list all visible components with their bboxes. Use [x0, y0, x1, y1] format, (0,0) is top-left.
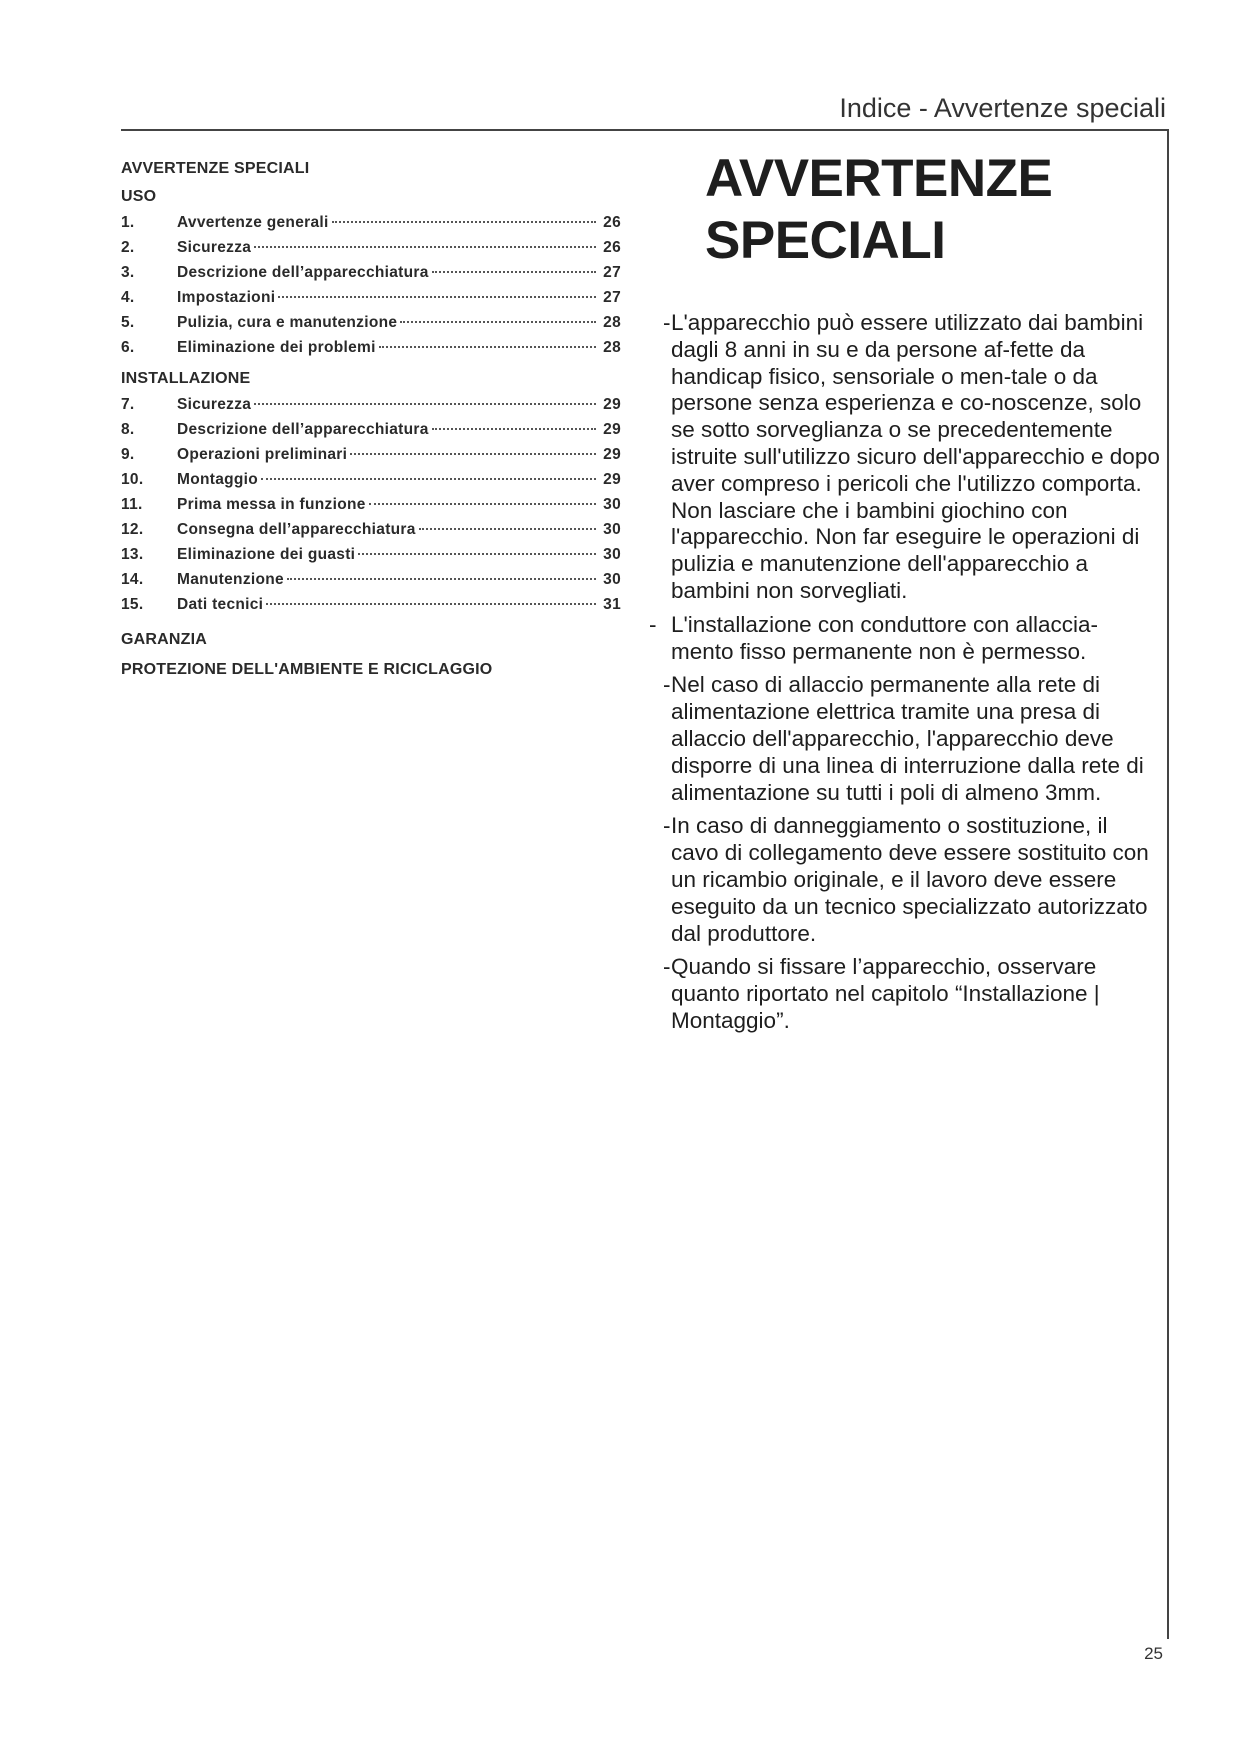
- page-title: [705, 148, 1145, 272]
- toc-entry-page: 30: [603, 571, 621, 588]
- warning-item: [649, 611, 1160, 666]
- toc-entry-number: 4.: [121, 289, 135, 306]
- toc-entry: [121, 571, 621, 596]
- toc-entry-number: 7.: [121, 396, 135, 413]
- toc-section-title: USO: [121, 188, 157, 205]
- toc-entry-page: 27: [603, 264, 621, 281]
- toc-dot-leader: [432, 428, 596, 430]
- toc-dot-leader: [278, 296, 596, 298]
- warning-item: [655, 954, 1160, 1034]
- warning-text: In caso di danneggiamento o sostituzione, il cavo di collegamento deve essere sostituito con un ricambio originale, e il lavoro deve essere eseguito da un tecnico specializzato autorizzato dal produttore.: [671, 813, 1149, 946]
- header-rule: [121, 129, 1169, 131]
- side-rule: [1167, 129, 1169, 1639]
- warning-text: L'apparecchio può essere utilizzato dai bambini dagli 8 anni in su e da persone af-fette da handicap fisico, sensoriale o men-tale o da persone senza esperienza e co-noscenze, solo se sotto sorveglianza o se precedentemente istruite sull'utilizzo sicuro dell'apparecchio e dopo aver compreso i pericoli che l'utilizzo comporta. Non lasciare che i bambini giochino con l'apparecchio. Non far eseguire le operazioni di pulizia e manutenzione dell'apparecchio a bambini non sorvegliati.: [671, 310, 1160, 603]
- toc-entry-label: Prima messa in funzione: [177, 496, 366, 513]
- warning-dash: -: [663, 310, 671, 335]
- toc-dot-leader: [432, 271, 596, 273]
- warning-dash: -: [663, 954, 671, 980]
- toc-entry-number: 11.: [121, 496, 143, 513]
- toc-entry: [121, 596, 621, 621]
- toc-entry-label: Sicurezza: [177, 396, 252, 413]
- toc-dot-leader: [419, 528, 596, 530]
- toc-heading: AVVERTENZE SPECIALI: [121, 160, 310, 177]
- toc-entry-label: Pulizia, cura e manutenzione: [177, 314, 398, 331]
- toc-entry-number: 9.: [121, 446, 135, 463]
- toc-entry: [121, 496, 621, 521]
- warnings-list: [649, 310, 1160, 1042]
- toc-entry-number: 14.: [121, 571, 144, 588]
- warning-item: [655, 310, 1160, 605]
- toc-entry: [121, 289, 621, 314]
- toc-entry-label: Dati tecnici: [177, 596, 264, 613]
- toc-entry-number: 5.: [121, 314, 135, 331]
- toc-footer-item: GARANZIA: [121, 631, 208, 648]
- toc-sections: [121, 188, 621, 621]
- toc-entry-page: 27: [603, 289, 621, 306]
- toc-entry-label: Impostazioni: [177, 289, 276, 306]
- toc-entry-page: 30: [603, 546, 621, 563]
- toc-entry: [121, 521, 621, 546]
- toc-entry-page: 31: [603, 596, 621, 613]
- toc-entry-label: Eliminazione dei problemi: [177, 339, 376, 356]
- toc-dot-leader: [358, 553, 596, 555]
- toc-dot-leader: [266, 603, 596, 605]
- toc-entry: [121, 314, 621, 339]
- toc-entry-label: Descrizione dell’apparecchiatura: [177, 421, 429, 438]
- toc-dot-leader: [332, 221, 596, 223]
- toc-entry-number: 6.: [121, 339, 135, 356]
- page-title-line1: AVVERTENZE: [705, 149, 1053, 208]
- toc-entry-number: 13.: [121, 546, 144, 563]
- toc-entry: [121, 421, 621, 446]
- toc-entry-number: 2.: [121, 239, 135, 256]
- toc-dot-leader: [400, 321, 596, 323]
- toc-entry-label: Sicurezza: [177, 239, 252, 256]
- toc-entry-page: 29: [603, 446, 621, 463]
- warning-dash: -: [663, 672, 671, 698]
- toc-entry-number: 8.: [121, 421, 135, 438]
- warning-text: Nel caso di allaccio permanente alla rete di alimentazione elettrica tramite una presa di allaccio dell'apparecchio, l'apparecchio deve disporre di una linea di interruzione dalla rete di alimentazione su tutti i poli di almeno 3mm.: [671, 672, 1144, 805]
- page-title-line2: SPECIALI: [705, 211, 946, 270]
- warning-item: [655, 813, 1160, 947]
- toc-dot-leader: [369, 503, 596, 505]
- toc-dot-leader: [379, 346, 596, 348]
- warning-text: L'installazione con conduttore con allaccia-mento fisso permanente non è permesso.: [671, 611, 1099, 664]
- toc-entry-number: 12.: [121, 521, 144, 538]
- toc-entry-label: Manutenzione: [177, 571, 284, 588]
- warning-text: Quando si fissare l’apparecchio, osservare quanto riportato nel capitolo “Installazione | Montaggio”.: [671, 954, 1100, 1033]
- toc-dot-leader: [287, 578, 596, 580]
- toc-entry-page: 30: [603, 521, 621, 538]
- toc-entry: [121, 339, 621, 364]
- toc-dot-leader: [261, 478, 596, 480]
- toc-entry-label: Operazioni preliminari: [177, 446, 348, 463]
- toc-entry: [121, 546, 621, 571]
- toc-entry-page: 30: [603, 496, 621, 513]
- toc-entry-number: 15.: [121, 596, 144, 613]
- toc-entry-page: 28: [603, 339, 621, 356]
- toc-entry-label: Montaggio: [177, 471, 259, 488]
- toc-entry: [121, 446, 621, 471]
- toc-entry-number: 1.: [121, 214, 135, 231]
- toc-entry-number: 10.: [121, 471, 144, 488]
- toc-entry: [121, 239, 621, 264]
- toc-entry-page: 26: [603, 239, 621, 256]
- page-header-title: Indice - Avvertenze speciali: [839, 93, 1166, 123]
- toc-entry-page: 29: [603, 396, 621, 413]
- warning-dash: -: [663, 813, 671, 839]
- toc-entry: [121, 264, 621, 289]
- toc-footer-item: PROTEZIONE DELL'AMBIENTE E RICICLAGGIO: [121, 661, 493, 678]
- toc-entry-page: 29: [603, 471, 621, 488]
- toc-footer: [121, 631, 621, 679]
- toc-dot-leader: [254, 403, 596, 405]
- toc-entry-label: Avvertenze generali: [177, 214, 329, 231]
- toc-entry: [121, 396, 621, 421]
- toc-entry: [121, 471, 621, 496]
- toc-entry-label: Descrizione dell’apparecchiatura: [177, 264, 429, 281]
- toc-dot-leader: [254, 246, 596, 248]
- warning-dash: -: [649, 611, 657, 637]
- page-number: 25: [1144, 1644, 1163, 1663]
- toc-section-title: INSTALLAZIONE: [121, 370, 251, 387]
- toc-entry-label: Eliminazione dei guasti: [177, 546, 356, 563]
- toc-entry-page: 28: [603, 314, 621, 331]
- table-of-contents: [121, 160, 621, 691]
- toc-entry: [121, 214, 621, 239]
- toc-entry-page: 26: [603, 214, 621, 231]
- toc-entry-label: Consegna dell’apparecchiatura: [177, 521, 416, 538]
- warning-item: [655, 672, 1160, 806]
- toc-entry-page: 29: [603, 421, 621, 438]
- toc-dot-leader: [350, 453, 596, 455]
- toc-entry-number: 3.: [121, 264, 135, 281]
